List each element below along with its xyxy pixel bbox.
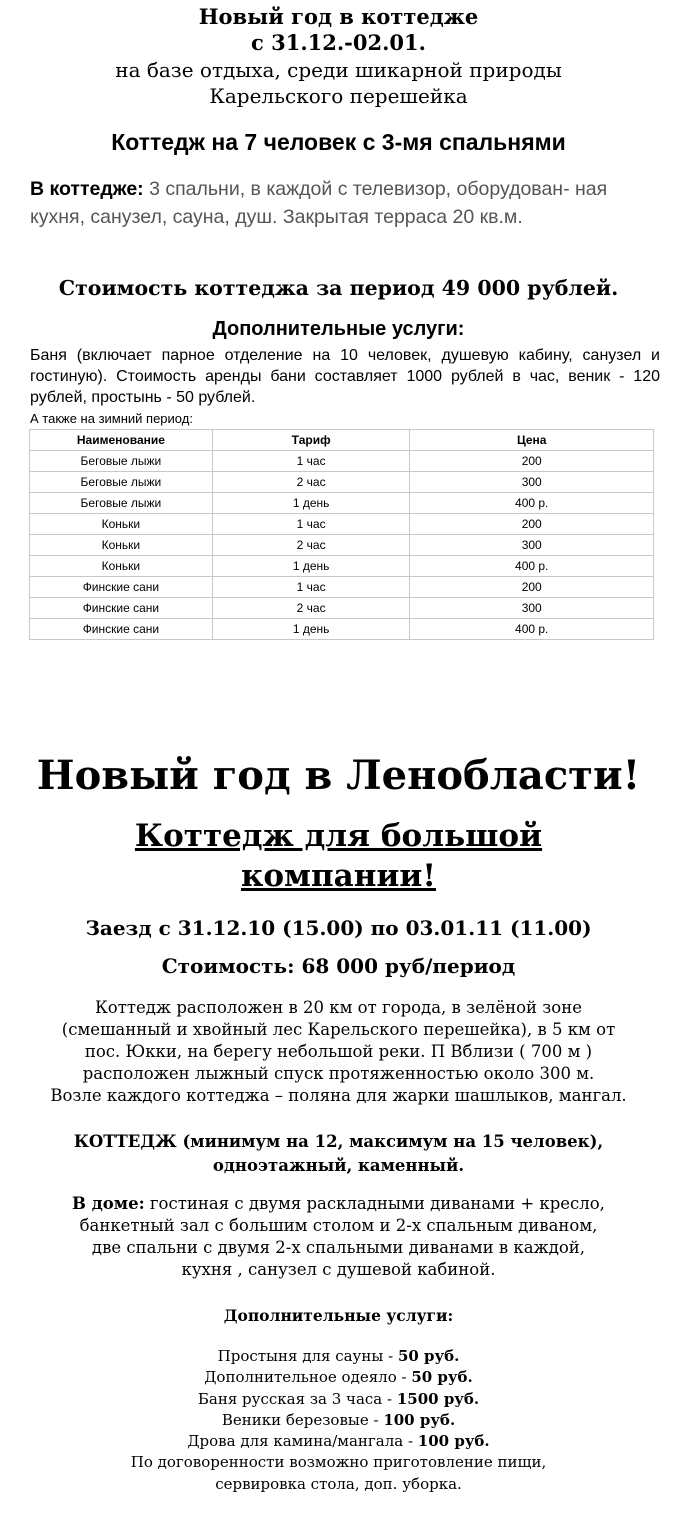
- price-cell: 200: [410, 577, 654, 598]
- subtitle-line-1: Коттедж для большой: [134, 818, 543, 854]
- capacity-line-1: КОТТЕДЖ (минимум на 12, максимум на 15 человек),: [73, 1132, 604, 1151]
- description-text: 3 спальни, в каждой с телевизор, оборудован- ная кухня, санузел, сауна, душ. Закрытая терраса 20 кв.м.: [30, 178, 608, 228]
- subtitle-line-1: на базе отдыха, среди шикарной природы: [115, 58, 562, 82]
- table-row: [30, 577, 654, 598]
- title-line-1: Новый год в коттедже: [198, 4, 479, 29]
- winter-price-table: [29, 429, 654, 640]
- price-cell: 300: [410, 535, 654, 556]
- price-cell: 300: [410, 598, 654, 619]
- service-name: Дополнительное одеяло -: [204, 1368, 412, 1387]
- table-row: [30, 514, 654, 535]
- additional-services-heading: Дополнительные услуги:: [212, 318, 465, 340]
- service-price: 100 руб.: [383, 1410, 456, 1429]
- tariff-cell: 2 час: [212, 535, 410, 556]
- header-tariff: Тариф: [212, 430, 410, 451]
- header-price: Цена: [410, 430, 654, 451]
- table-row: [30, 535, 654, 556]
- item-name-cell: Коньки: [30, 514, 213, 535]
- header-name: Наименование: [30, 430, 213, 451]
- tariff-cell: 1 день: [212, 619, 410, 640]
- service-name: Простыня для сауны -: [217, 1347, 398, 1365]
- subtitle-line-2: Карельского перешейка: [209, 84, 468, 108]
- winter-label: А также на зимний период:: [30, 411, 193, 426]
- home-description: [0, 1193, 677, 1281]
- cottage-price: Стоимость коттеджа за период 49 000 рублей.: [58, 276, 619, 300]
- service-name: Баня русская за 3 часа -: [197, 1389, 397, 1408]
- tariff-cell: 1 час: [212, 451, 410, 472]
- table-row: [30, 556, 654, 577]
- location-line: Коттедж расположен в 20 км от города, в зелёной зоне: [95, 998, 582, 1017]
- cottage-offer-subtitle: [0, 57, 677, 109]
- price-cell: 200: [410, 451, 654, 472]
- location-description: [10, 997, 667, 1107]
- item-name-cell: Беговые лыжи: [30, 451, 213, 472]
- service-price: 100 руб.: [417, 1432, 490, 1451]
- note-line-2: сервировка стола, доп. уборка.: [215, 1474, 462, 1493]
- bath-description: Баня (включает парное отделение на 10 человек, душевую кабину, санузел и гостиную). Стоимость аренды бани составляет 1000 рублей в час, веник - 120 рублей, простынь - 50 рублей.: [30, 347, 660, 406]
- home-line: кухня , санузел с душевой кабиной.: [181, 1260, 496, 1279]
- tariff-cell: 2 час: [212, 598, 410, 619]
- price-cell: 300: [410, 472, 654, 493]
- home-line: [0, 1193, 677, 1215]
- location-line: Возле каждого коттеджа – поляна для жарки шашлыков, мангал.: [50, 1086, 627, 1105]
- service-item: [0, 1346, 677, 1367]
- service-name: Дрова для камина/мангала -: [187, 1432, 418, 1451]
- home-line-rest: гостиная с двумя раскладными диванами + кресло,: [144, 1194, 605, 1213]
- table-row: [30, 598, 654, 619]
- check-in-dates: Заезд с 31.12.10 (15.00) по 03.01.11 (11.00): [85, 916, 592, 940]
- title-dates: с 31.12.-02.01.: [251, 30, 426, 55]
- tariff-cell: 1 час: [212, 514, 410, 535]
- item-name-cell: Беговые лыжи: [30, 472, 213, 493]
- services-list: [0, 1346, 677, 1495]
- table-row: [30, 451, 654, 472]
- price-cell: 400 р.: [410, 556, 654, 577]
- item-name-cell: Беговые лыжи: [30, 493, 213, 514]
- cottage-offer-title: [0, 4, 677, 56]
- cottage-capacity: [0, 1130, 677, 1178]
- service-name: Веники березовые -: [221, 1410, 384, 1429]
- table-row: [30, 472, 654, 493]
- service-price: 50 руб.: [397, 1347, 460, 1365]
- item-name-cell: Коньки: [30, 535, 213, 556]
- description-label: В коттедже:: [30, 178, 144, 200]
- leningrad-offer-subtitle: [0, 816, 677, 896]
- tariff-cell: 2 час: [212, 472, 410, 493]
- price-cell: 400 р.: [410, 493, 654, 514]
- subtitle-line-2: компании!: [240, 858, 437, 894]
- cottage-heading: Коттедж на 7 человек с 3-мя спальнями: [111, 129, 566, 155]
- home-line: банкетный зал с большим столом и 2-х спальным диваном,: [79, 1216, 598, 1235]
- period-cost: Стоимость: 68 000 руб/период: [161, 954, 516, 978]
- table-row: [30, 619, 654, 640]
- tariff-cell: 1 день: [212, 493, 410, 514]
- service-price: 1500 руб.: [396, 1389, 480, 1408]
- location-line: пос. Юкки, на берегу небольшой реки. П Вблизи ( 700 м ): [84, 1042, 593, 1061]
- item-name-cell: Финские сани: [30, 598, 213, 619]
- item-name-cell: Коньки: [30, 556, 213, 577]
- table-row: [30, 493, 654, 514]
- tariff-cell: 1 день: [212, 556, 410, 577]
- home-label: В доме:: [72, 1194, 145, 1213]
- service-item: [0, 1431, 677, 1452]
- price-cell: 400 р.: [410, 619, 654, 640]
- additional-services-heading-2: Дополнительные услуги:: [223, 1306, 454, 1325]
- note-line-1: По договоренности возможно приготовление пищи,: [130, 1453, 547, 1472]
- service-item: [0, 1410, 677, 1431]
- service-item: [0, 1389, 677, 1410]
- cottage-description: [30, 175, 660, 231]
- item-name-cell: Финские сани: [30, 619, 213, 640]
- price-cell: 200: [410, 514, 654, 535]
- leningrad-offer-title: Новый год в Ленобласти!: [36, 752, 641, 799]
- location-line: (смешанный и хвойный лес Карельского перешейка), в 5 км от: [61, 1020, 616, 1039]
- item-name-cell: Финские сани: [30, 577, 213, 598]
- table-header-row: [30, 430, 654, 451]
- capacity-line-2: одноэтажный, каменный.: [212, 1156, 465, 1175]
- tariff-cell: 1 час: [212, 577, 410, 598]
- location-line: расположен лыжный спуск протяженностью около 300 м.: [82, 1064, 595, 1083]
- home-line: две спальни с двумя 2-х спальными диванами в каждой,: [91, 1238, 586, 1257]
- service-price: 50 руб.: [411, 1368, 473, 1387]
- service-item: [0, 1367, 677, 1388]
